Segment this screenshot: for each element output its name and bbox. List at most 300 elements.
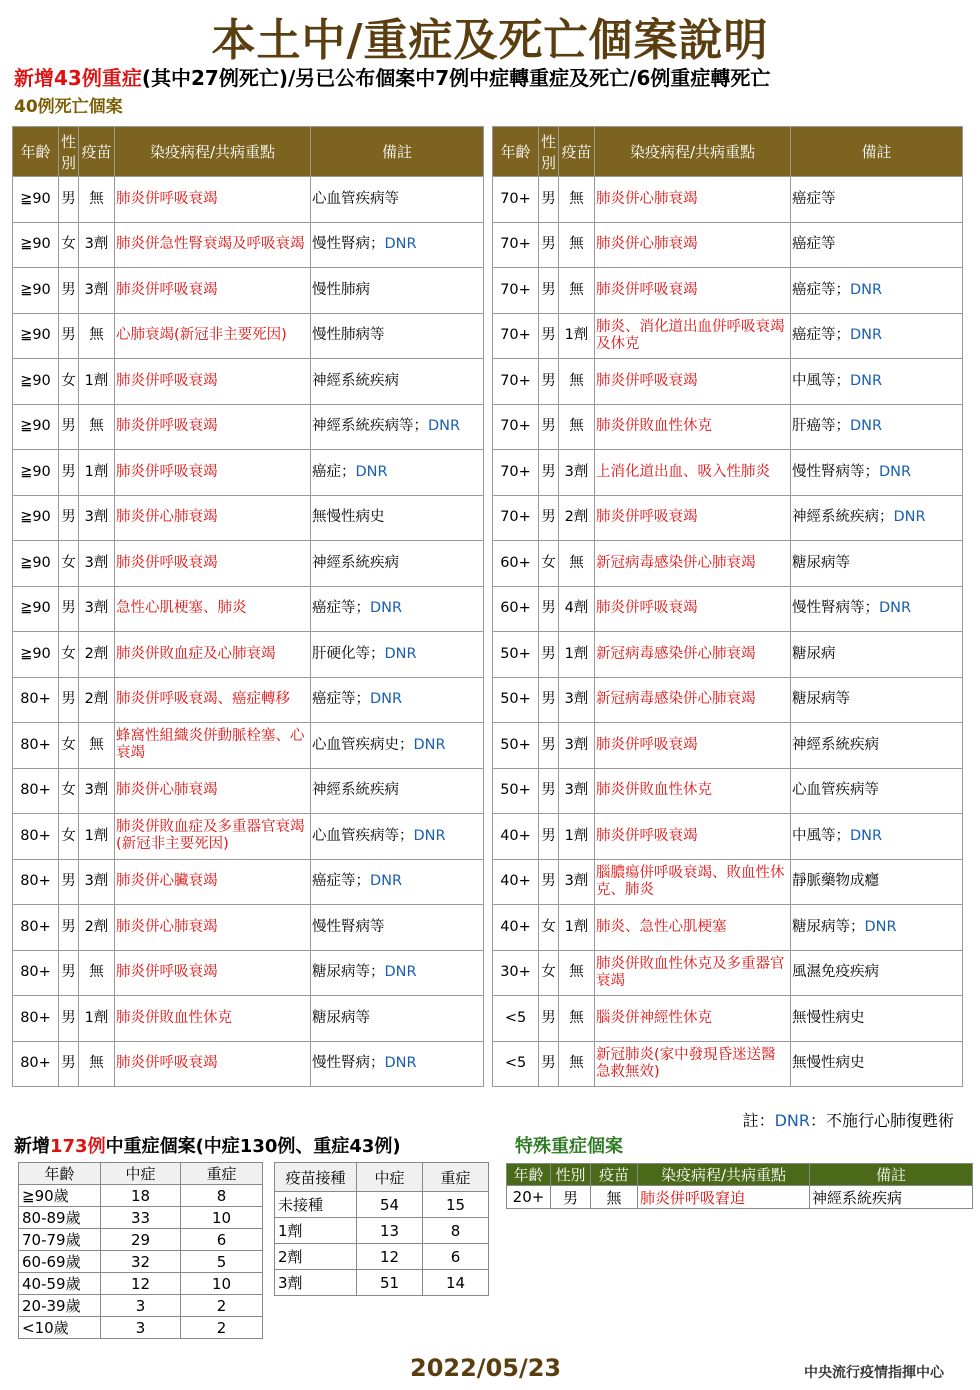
cell-vaccine: 1劑 bbox=[559, 632, 595, 678]
note-text: 癌症等； bbox=[312, 600, 370, 617]
cell-vaccine: 4劑 bbox=[559, 586, 595, 632]
cell-note bbox=[791, 313, 963, 359]
header-age: 年齡 bbox=[19, 1163, 101, 1185]
cell-course: 新冠病毒感染併心肺衰竭 bbox=[595, 541, 791, 587]
cell-sex: 男 bbox=[539, 996, 559, 1042]
table-row bbox=[493, 450, 963, 496]
cell-age: ≧90 bbox=[13, 404, 59, 450]
table-row bbox=[13, 950, 484, 996]
table-row bbox=[13, 586, 484, 632]
table-row bbox=[493, 313, 963, 359]
dnr-tag: DNR bbox=[370, 600, 403, 617]
cell-note bbox=[791, 1041, 963, 1087]
cell-vaccine: 無 bbox=[559, 359, 595, 405]
cell-sex: 男 bbox=[539, 359, 559, 405]
cell-note bbox=[791, 541, 963, 587]
table-header-row bbox=[493, 127, 963, 177]
note-text: 無慢性病史 bbox=[792, 1009, 865, 1026]
cell-sex: 男 bbox=[539, 222, 559, 268]
dnr-tag: DNR bbox=[850, 418, 883, 435]
organization: 中央流行疫情指揮中心 bbox=[804, 1365, 944, 1381]
cell-vaccine: 無 bbox=[559, 1041, 595, 1087]
cell-note bbox=[791, 450, 963, 496]
cell-sex: 男 bbox=[59, 495, 79, 541]
cell-sex: 男 bbox=[59, 404, 79, 450]
cell-note bbox=[311, 996, 484, 1042]
cell-note bbox=[311, 268, 484, 314]
cell-vaccine: 1劑 bbox=[79, 450, 115, 496]
cell-age: ≧90 bbox=[13, 268, 59, 314]
cell-note bbox=[791, 495, 963, 541]
table-row bbox=[13, 723, 484, 769]
cell-vaccine: 無 bbox=[79, 950, 115, 996]
table-cell: 6 bbox=[423, 1244, 489, 1270]
dnr-tag: DNR bbox=[879, 463, 912, 480]
note-text: 癌症等 bbox=[792, 236, 836, 253]
cell-vaccine: 無 bbox=[559, 268, 595, 314]
table-header-row bbox=[275, 1163, 489, 1192]
cell-course: 肺炎併呼吸衰竭 bbox=[115, 268, 311, 314]
cell-note bbox=[311, 177, 484, 223]
cell-age: 40+ bbox=[493, 905, 539, 951]
cell-course: 腦膿瘍併呼吸衰竭、敗血性休克、肺炎 bbox=[595, 859, 791, 905]
table-row bbox=[13, 905, 484, 951]
table-row bbox=[493, 177, 963, 223]
table-row bbox=[507, 1186, 973, 1209]
cell-note bbox=[791, 950, 963, 996]
cell-vaccine: 3劑 bbox=[79, 495, 115, 541]
header-course: 染疫病程/共病重點 bbox=[638, 1164, 810, 1186]
cell-vaccine: 2劑 bbox=[79, 677, 115, 723]
cell-note bbox=[791, 768, 963, 814]
cell-sex: 女 bbox=[59, 814, 79, 860]
cell-sex: 男 bbox=[59, 1041, 79, 1087]
cell-sex: 女 bbox=[59, 222, 79, 268]
special-title: 特殊重症個案 bbox=[515, 1136, 623, 1157]
note-text: 慢性腎病等 bbox=[312, 918, 385, 935]
cell-age: 80+ bbox=[13, 996, 59, 1042]
note-text: 風濕免疫疾病 bbox=[792, 964, 879, 981]
header-sex: 性別 bbox=[551, 1164, 591, 1186]
cell-age: 80+ bbox=[13, 1041, 59, 1087]
note-text: 肝癌等； bbox=[792, 418, 850, 435]
dnr-tag: DNR bbox=[384, 645, 417, 662]
cell-sex: 女 bbox=[59, 723, 79, 769]
cell-vaccine: 3劑 bbox=[559, 768, 595, 814]
cell-course: 肺炎併呼吸衰竭 bbox=[115, 541, 311, 587]
note-text: 肝硬化等； bbox=[312, 645, 385, 662]
dnr-tag: DNR bbox=[864, 918, 897, 935]
cell-course: 急性心肌梗塞、肺炎 bbox=[115, 586, 311, 632]
cell-sex: 男 bbox=[539, 768, 559, 814]
table-row bbox=[13, 313, 484, 359]
note-text: 心血管疾病等 bbox=[792, 782, 879, 799]
cell-age: 80+ bbox=[13, 723, 59, 769]
cell-course: 肺炎併呼吸衰竭 bbox=[595, 495, 791, 541]
cell-age: 80+ bbox=[13, 950, 59, 996]
table-cell: 未接種 bbox=[275, 1192, 357, 1218]
cell-age: ≧90 bbox=[13, 495, 59, 541]
cell-vaccine: 1劑 bbox=[79, 359, 115, 405]
table-row bbox=[493, 268, 963, 314]
cell-age: ≧90 bbox=[13, 541, 59, 587]
table-row bbox=[13, 814, 484, 860]
cell-vaccine: 無 bbox=[559, 950, 595, 996]
cell-course: 肺炎併敗血性休克 bbox=[595, 768, 791, 814]
header-vaccine: 疫苗 bbox=[79, 127, 115, 177]
cell-vaccine: 無 bbox=[559, 177, 595, 223]
cell-note bbox=[311, 950, 484, 996]
cell-vaccine: 3劑 bbox=[559, 677, 595, 723]
cell-course: 肺炎併心肺衰竭 bbox=[115, 768, 311, 814]
cell-sex: 男 bbox=[59, 450, 79, 496]
cell-age: ≧90 bbox=[13, 222, 59, 268]
special-case-table bbox=[506, 1163, 973, 1209]
table-cell: 60-69歲 bbox=[19, 1251, 101, 1273]
table-row bbox=[493, 1041, 963, 1087]
note-text: 神經系統疾病等； bbox=[312, 418, 428, 435]
cell-note bbox=[791, 905, 963, 951]
table-header-row bbox=[13, 127, 484, 177]
cell-age: 50+ bbox=[493, 677, 539, 723]
table-cell: 54 bbox=[357, 1192, 423, 1218]
cell-course: 肺炎併急性腎衰竭及呼吸衰竭 bbox=[115, 222, 311, 268]
table-cell: 2劑 bbox=[275, 1244, 357, 1270]
note-text: 神經系統疾病 bbox=[312, 372, 399, 389]
note-text: 癌症等； bbox=[312, 873, 370, 890]
cell-course: 肺炎併心肺衰竭 bbox=[115, 905, 311, 951]
header-course: 染疫病程/共病重點 bbox=[595, 127, 791, 177]
cell-vaccine: 2劑 bbox=[559, 495, 595, 541]
note-text: 中風等； bbox=[792, 372, 850, 389]
table-row bbox=[13, 632, 484, 678]
note-text: 癌症等； bbox=[792, 281, 850, 298]
cell-age: ≧90 bbox=[13, 313, 59, 359]
table-cell: 13 bbox=[357, 1218, 423, 1244]
note-text: 癌症； bbox=[312, 463, 356, 480]
cell-age: 80+ bbox=[13, 768, 59, 814]
cell-age: 40+ bbox=[493, 814, 539, 860]
cell-sex: 男 bbox=[539, 723, 559, 769]
table-cell: 10 bbox=[181, 1273, 263, 1295]
table-row bbox=[13, 222, 484, 268]
note-text: 糖尿病等 bbox=[312, 1009, 370, 1026]
table-row bbox=[493, 541, 963, 587]
note-text: 慢性腎病等； bbox=[792, 463, 879, 480]
table-row bbox=[19, 1229, 263, 1251]
table-row bbox=[13, 677, 484, 723]
table-row bbox=[13, 495, 484, 541]
table-cell: 32 bbox=[101, 1251, 181, 1273]
cell-age: 80+ bbox=[13, 677, 59, 723]
cell-note bbox=[311, 677, 484, 723]
table-row bbox=[19, 1185, 263, 1207]
cell-course: 新冠病毒感染併心肺衰竭 bbox=[595, 632, 791, 678]
cell-vaccine: 2劑 bbox=[79, 632, 115, 678]
dnr-tag: DNR bbox=[850, 372, 883, 389]
cell-course: 肺炎併呼吸衰竭 bbox=[595, 723, 791, 769]
header-vaccine: 疫苗 bbox=[591, 1164, 638, 1186]
page-title: 本土中/重症及死亡個案說明 bbox=[211, 15, 769, 66]
cell-age: 70+ bbox=[493, 313, 539, 359]
cell-course: 肺炎併心肺衰竭 bbox=[595, 222, 791, 268]
cell-course: 肺炎併呼吸衰竭 bbox=[595, 586, 791, 632]
cell-age: 70+ bbox=[493, 450, 539, 496]
table-cell: 33 bbox=[101, 1207, 181, 1229]
cell-sex: 男 bbox=[539, 450, 559, 496]
cell-course: 肺炎併呼吸衰竭 bbox=[595, 268, 791, 314]
cell-age: 70+ bbox=[493, 404, 539, 450]
cell-sex: 女 bbox=[539, 950, 559, 996]
cell-sex: 男 bbox=[539, 404, 559, 450]
note-text: 中風等； bbox=[792, 827, 850, 844]
note-text: 糖尿病等； bbox=[312, 964, 385, 981]
table-cell: 男 bbox=[551, 1186, 591, 1209]
cell-note bbox=[791, 177, 963, 223]
cell-age: 80+ bbox=[13, 814, 59, 860]
cell-age: 70+ bbox=[493, 495, 539, 541]
cell-sex: 男 bbox=[539, 313, 559, 359]
table-cell: 29 bbox=[101, 1229, 181, 1251]
note-prefix: 註： bbox=[742, 1111, 775, 1130]
cell-note bbox=[311, 222, 484, 268]
table-row bbox=[275, 1270, 489, 1296]
note-text: 糖尿病等 bbox=[792, 691, 850, 708]
header-severe: 重症 bbox=[181, 1163, 263, 1185]
header-vaccination: 疫苗接種 bbox=[275, 1163, 357, 1192]
table-cell: ≧90歲 bbox=[19, 1185, 101, 1207]
cell-sex: 男 bbox=[539, 1041, 559, 1087]
cell-course: 蜂窩性組織炎併動脈栓塞、心衰竭 bbox=[115, 723, 311, 769]
table-row bbox=[493, 814, 963, 860]
cell-vaccine: 3劑 bbox=[559, 450, 595, 496]
summary-title bbox=[14, 1132, 401, 1158]
cell-note bbox=[311, 814, 484, 860]
header-severe: 重症 bbox=[423, 1163, 489, 1192]
note-text: ：不施行心肺復甦術 bbox=[809, 1111, 954, 1130]
cell-sex: 男 bbox=[59, 313, 79, 359]
cell-course: 肺炎、急性心肌梗塞 bbox=[595, 905, 791, 951]
cell-course: 新冠肺炎(家中發現昏迷送醫急救無效) bbox=[595, 1041, 791, 1087]
cell-age: 60+ bbox=[493, 586, 539, 632]
cell-age: 50+ bbox=[493, 768, 539, 814]
table-row bbox=[275, 1218, 489, 1244]
note-text: 無慢性病史 bbox=[792, 1055, 865, 1072]
table-cell: 1劑 bbox=[275, 1218, 357, 1244]
cell-sex: 女 bbox=[59, 768, 79, 814]
table-row bbox=[493, 404, 963, 450]
header-note: 備註 bbox=[311, 127, 484, 177]
subtitle-highlight: 新增43例重症 bbox=[14, 66, 142, 90]
cell-vaccine: 3劑 bbox=[79, 541, 115, 587]
cell-note bbox=[311, 586, 484, 632]
header-note: 備註 bbox=[791, 127, 963, 177]
table-row bbox=[13, 541, 484, 587]
cell-sex: 男 bbox=[539, 268, 559, 314]
cell-note bbox=[311, 359, 484, 405]
dnr-tag: DNR bbox=[384, 236, 417, 253]
dnr-tag: DNR bbox=[879, 600, 912, 617]
cell-sex: 男 bbox=[539, 495, 559, 541]
table-row bbox=[13, 404, 484, 450]
table-cell: 3 bbox=[101, 1317, 181, 1339]
table-row bbox=[19, 1317, 263, 1339]
cell-age: ≧90 bbox=[13, 450, 59, 496]
table-cell: 20+ bbox=[507, 1186, 551, 1209]
table-cell: 8 bbox=[181, 1185, 263, 1207]
note-text: 神經系統疾病； bbox=[792, 509, 894, 526]
cell-age: <5 bbox=[493, 1041, 539, 1087]
table-row bbox=[275, 1244, 489, 1270]
cell-age: ≧90 bbox=[13, 586, 59, 632]
cell-course: 腦炎併神經性休克 bbox=[595, 996, 791, 1042]
cell-sex: 男 bbox=[59, 950, 79, 996]
cell-vaccine: 1劑 bbox=[559, 313, 595, 359]
table-row bbox=[493, 222, 963, 268]
table-cell: 2 bbox=[181, 1317, 263, 1339]
dnr-tag: DNR bbox=[413, 827, 446, 844]
table-row bbox=[493, 996, 963, 1042]
table-row bbox=[493, 950, 963, 996]
table-cell: 3 bbox=[101, 1295, 181, 1317]
age-summary-table bbox=[18, 1162, 263, 1339]
cell-vaccine: 無 bbox=[559, 404, 595, 450]
cell-age: 60+ bbox=[493, 541, 539, 587]
cell-note bbox=[791, 814, 963, 860]
subtitle-rest: (其中27例死亡)/另已公布個案中7例中症轉重症及死亡/6例重症轉死亡 bbox=[141, 66, 771, 90]
note-text: 癌症等 bbox=[792, 190, 836, 207]
cell-note bbox=[791, 404, 963, 450]
table-row bbox=[13, 177, 484, 223]
note-text: 心血管疾病等； bbox=[312, 827, 414, 844]
cell-sex: 男 bbox=[59, 268, 79, 314]
cell-vaccine: 無 bbox=[79, 1041, 115, 1087]
dnr-tag: DNR bbox=[850, 827, 883, 844]
cell-sex: 男 bbox=[539, 859, 559, 905]
table-cell: 80-89歲 bbox=[19, 1207, 101, 1229]
header-sex: 性別 bbox=[59, 127, 79, 177]
dnr-tag: DNR bbox=[413, 736, 446, 753]
table-row bbox=[19, 1273, 263, 1295]
cell-age: <5 bbox=[493, 996, 539, 1042]
table-cell: 無 bbox=[591, 1186, 638, 1209]
cell-vaccine: 3劑 bbox=[79, 859, 115, 905]
table-row bbox=[13, 859, 484, 905]
note-text: 糖尿病等 bbox=[792, 554, 850, 571]
header-vaccine: 疫苗 bbox=[559, 127, 595, 177]
cell-vaccine: 1劑 bbox=[79, 814, 115, 860]
cell-age: ≧90 bbox=[13, 177, 59, 223]
cell-vaccine: 無 bbox=[79, 177, 115, 223]
note-text: 癌症等； bbox=[792, 327, 850, 344]
dnr-tag: DNR bbox=[384, 964, 417, 981]
note-text: 無慢性病史 bbox=[312, 509, 385, 526]
dnr-tag: DNR bbox=[850, 281, 883, 298]
cell-vaccine: 無 bbox=[79, 404, 115, 450]
cell-age: ≧90 bbox=[13, 359, 59, 405]
cell-note bbox=[791, 632, 963, 678]
note-text: 慢性肺病 bbox=[312, 281, 370, 298]
cell-sex: 男 bbox=[539, 586, 559, 632]
table-cell: 12 bbox=[357, 1244, 423, 1270]
cell-note bbox=[311, 450, 484, 496]
cell-vaccine: 3劑 bbox=[559, 723, 595, 769]
note-text: 慢性腎病； bbox=[312, 236, 385, 253]
cell-vaccine: 3劑 bbox=[559, 859, 595, 905]
cell-course: 肺炎併敗血性休克 bbox=[115, 996, 311, 1042]
note-text: 慢性腎病； bbox=[312, 1055, 385, 1072]
cell-note bbox=[311, 905, 484, 951]
table-row bbox=[13, 768, 484, 814]
table-row bbox=[493, 859, 963, 905]
cell-sex: 男 bbox=[59, 859, 79, 905]
cell-sex: 女 bbox=[539, 541, 559, 587]
table-row bbox=[493, 632, 963, 678]
note-text: 糖尿病 bbox=[792, 645, 836, 662]
cell-note bbox=[791, 359, 963, 405]
cell-note bbox=[311, 404, 484, 450]
death-count: 40例死亡個案 bbox=[14, 97, 123, 117]
table-row bbox=[493, 495, 963, 541]
table-row bbox=[493, 905, 963, 951]
note-text: 靜脈藥物成癮 bbox=[792, 873, 879, 890]
cell-note bbox=[311, 495, 484, 541]
cell-note bbox=[311, 541, 484, 587]
cell-sex: 男 bbox=[59, 586, 79, 632]
cell-note bbox=[311, 313, 484, 359]
cell-age: 50+ bbox=[493, 723, 539, 769]
cell-vaccine: 3劑 bbox=[79, 768, 115, 814]
dnr-tag: DNR bbox=[370, 691, 403, 708]
cell-age: 70+ bbox=[493, 359, 539, 405]
table-cell: <10歲 bbox=[19, 1317, 101, 1339]
summary-title-count: 173例 bbox=[50, 1136, 106, 1157]
cell-sex: 女 bbox=[59, 359, 79, 405]
cell-note bbox=[311, 632, 484, 678]
cell-course: 肺炎併心肺衰竭 bbox=[595, 177, 791, 223]
cell-course: 肺炎併敗血性休克 bbox=[595, 404, 791, 450]
table-row bbox=[19, 1295, 263, 1317]
header-age: 年齡 bbox=[493, 127, 539, 177]
table-row bbox=[13, 268, 484, 314]
cell-note bbox=[311, 859, 484, 905]
table-cell: 14 bbox=[423, 1270, 489, 1296]
cell-age: 40+ bbox=[493, 859, 539, 905]
cell-vaccine: 2劑 bbox=[79, 905, 115, 951]
table-row bbox=[13, 996, 484, 1042]
cell-course: 上消化道出血、吸入性肺炎 bbox=[595, 450, 791, 496]
cell-course: 肺炎併心肺衰竭 bbox=[115, 495, 311, 541]
cell-course: 肺炎併呼吸衰竭 bbox=[595, 359, 791, 405]
dnr-tag: DNR bbox=[384, 1055, 417, 1072]
table-row bbox=[493, 586, 963, 632]
cell-vaccine: 3劑 bbox=[79, 222, 115, 268]
cell-age: 70+ bbox=[493, 222, 539, 268]
cell-age: ≧90 bbox=[13, 632, 59, 678]
cell-sex: 男 bbox=[59, 177, 79, 223]
cell-course: 肺炎併呼吸衰竭 bbox=[115, 359, 311, 405]
cell-sex: 女 bbox=[59, 632, 79, 678]
cell-vaccine: 1劑 bbox=[559, 905, 595, 951]
note-text: 心血管疾病史； bbox=[312, 736, 414, 753]
header-age: 年齡 bbox=[507, 1164, 551, 1186]
header-course: 染疫病程/共病重點 bbox=[115, 127, 311, 177]
table-cell: 12 bbox=[101, 1273, 181, 1295]
cell-course: 肺炎併呼吸衰竭 bbox=[115, 1041, 311, 1087]
note-text: 糖尿病等； bbox=[792, 918, 865, 935]
cell-vaccine: 無 bbox=[559, 541, 595, 587]
table-row bbox=[19, 1207, 263, 1229]
